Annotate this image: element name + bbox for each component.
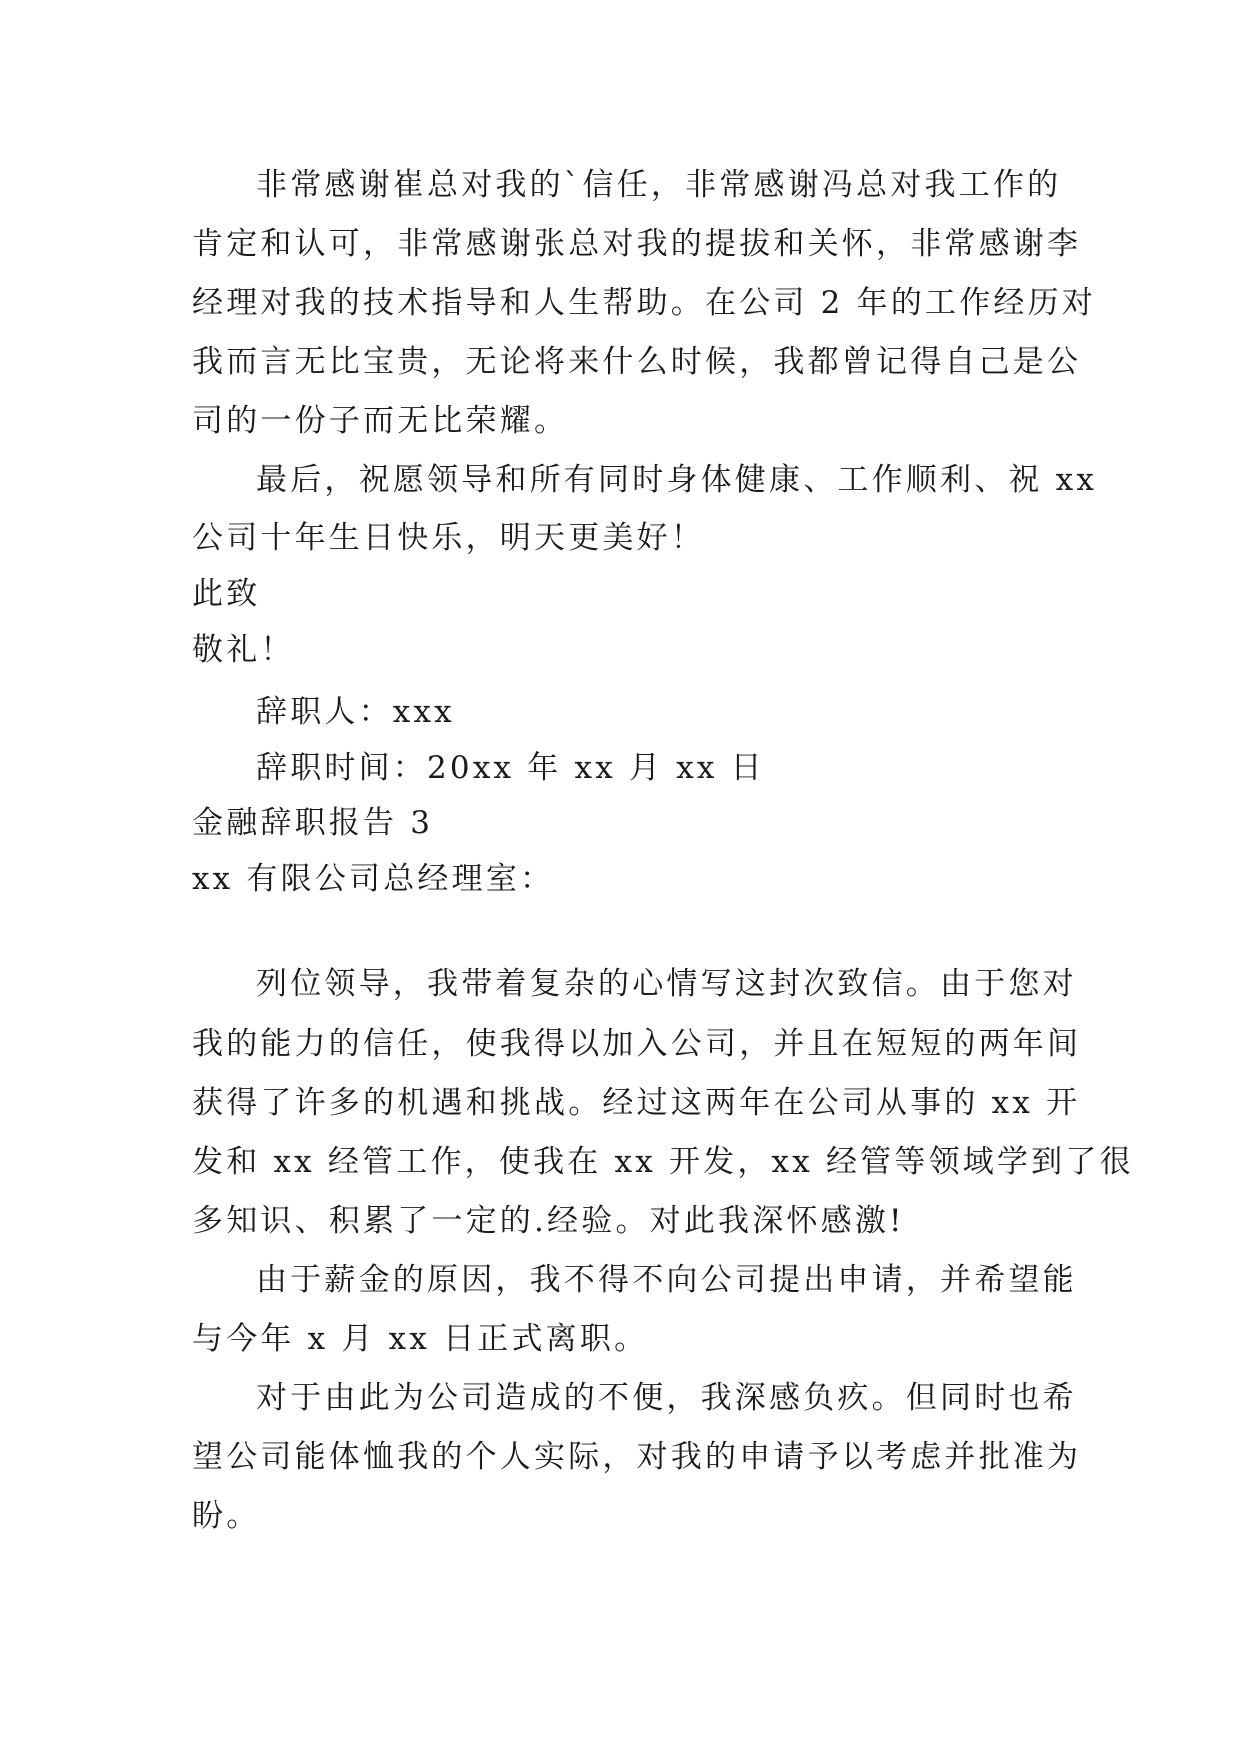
paragraph-line: 肯定和认可，非常感谢张总对我的提拔和关怀，非常感谢李 xyxy=(192,226,1082,262)
paragraph-line: 最后，祝愿领导和所有同时身体健康、工作顺利、祝 xx xyxy=(256,462,1098,498)
signature-name: 辞职人：xxx xyxy=(256,694,455,730)
paragraph-line: 由于薪金的原因，我不得不向公司提出申请，并希望能 xyxy=(256,1262,1077,1298)
recipient-line: xx 有限公司总经理室： xyxy=(192,861,555,897)
paragraph-line: 我的能力的信任，使我得以加入公司，并且在短短的两年间 xyxy=(192,1026,1082,1062)
closing-regards: 敬礼！ xyxy=(192,632,295,668)
paragraph-line: 非常感谢崔总对我的`信任，非常感谢冯总对我工作的 xyxy=(256,167,1062,203)
paragraph-line: 经理对我的技术指导和人生帮助。在公司 2 年的工作经历对 xyxy=(192,285,1097,321)
paragraph-line: 盼。 xyxy=(192,1498,261,1534)
paragraph-line: 列位领导，我带着复杂的心情写这封次致信。由于您对 xyxy=(256,966,1077,1002)
section-title: 金融辞职报告 3 xyxy=(192,805,434,841)
paragraph-line: 望公司能体恤我的个人实际，对我的申请予以考虑并批准为 xyxy=(192,1439,1082,1475)
paragraph-line: 发和 xx 经管工作，使我在 xx 开发，xx 经管等领域学到了很 xyxy=(192,1144,1134,1180)
paragraph-line: 多知识、积累了一定的.经验。对此我深怀感激! xyxy=(192,1203,905,1239)
paragraph-line: 与今年 x 月 xx 日正式离职。 xyxy=(192,1321,649,1357)
signature-date: 辞职时间：20xx 年 xx 月 xx 日 xyxy=(256,750,765,786)
paragraph-line: 司的一份子而无比荣耀。 xyxy=(192,403,569,439)
paragraph-line: 对于由此为公司造成的不便，我深感负疚。但同时也希 xyxy=(256,1380,1077,1416)
paragraph-line: 公司十年生日快乐，明天更美好！ xyxy=(192,520,705,556)
closing-salutation: 此致 xyxy=(192,576,261,612)
paragraph-line: 我而言无比宝贵，无论将来什么时候，我都曾记得自己是公 xyxy=(192,344,1082,380)
paragraph-line: 获得了许多的机遇和挑战。经过这两年在公司从事的 xx 开 xyxy=(192,1085,1081,1121)
